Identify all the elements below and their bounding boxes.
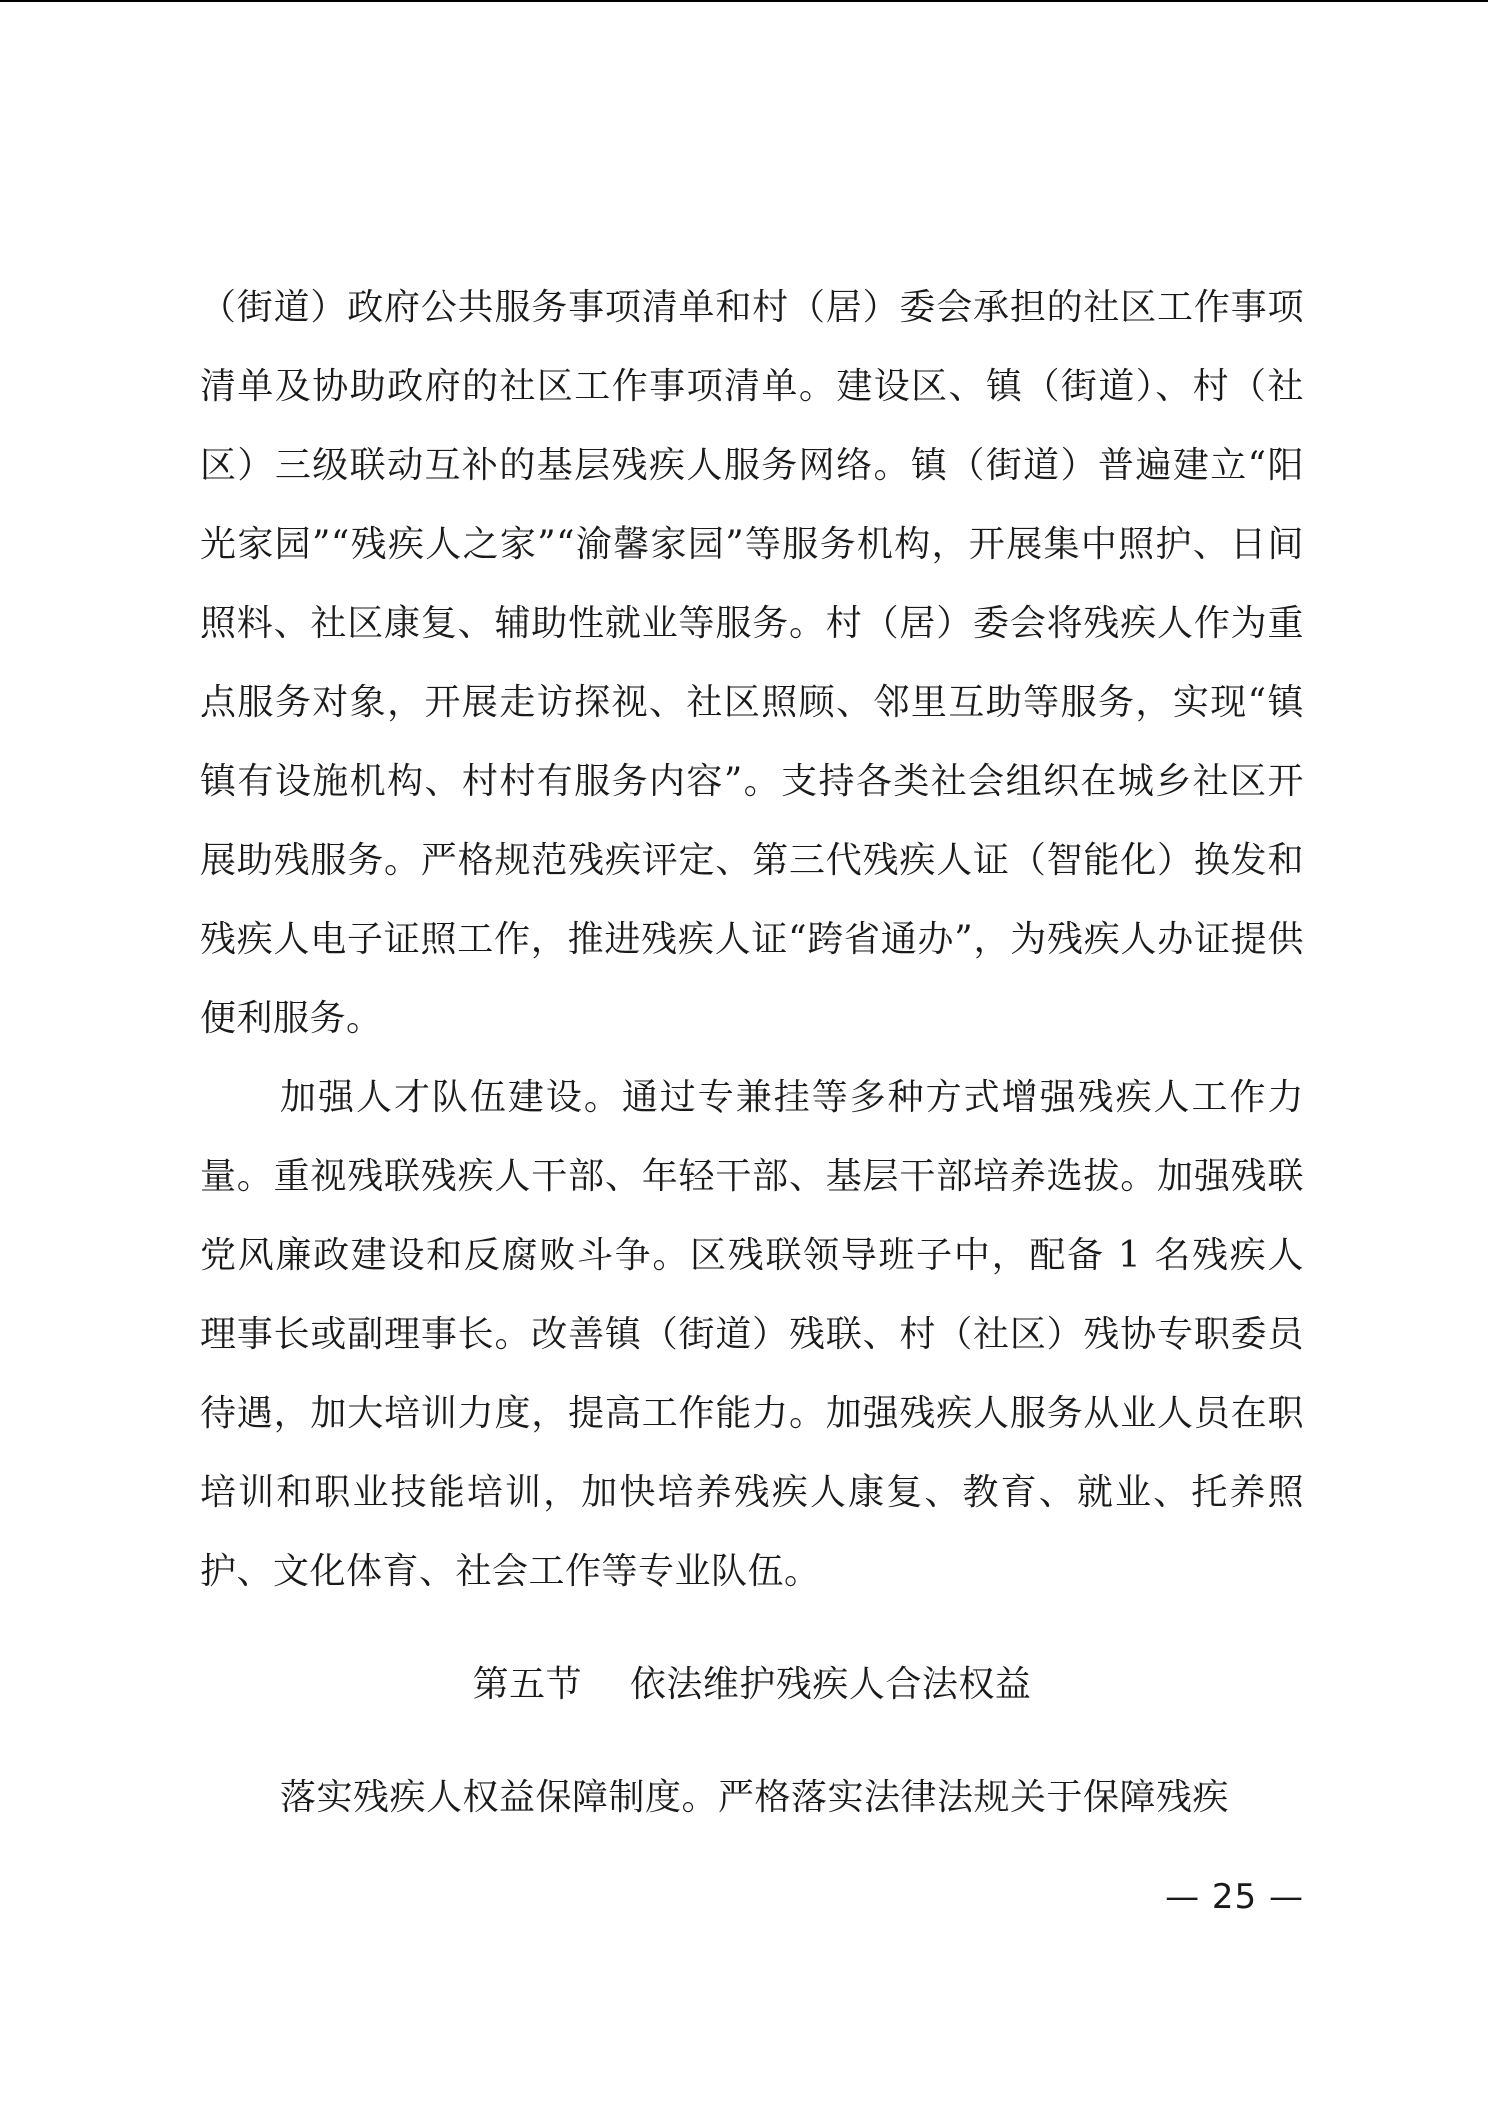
paragraph-talent-team-building: 加强人才队伍建设。通过专兼挂等多种方式增强残疾人工作力量。重视残联残疾人干部、年轻干部、基层干部培养选拔。加强残联党风廉政建设和反腐败斗争。区残联领导班子中，配备 1 名残疾人理事长或副理事长。改善镇（街道）残联、村（社区）残协专职委员待遇，加大培训力度，提高工作能力。加强残疾人服务从业人员在职培训和职业技能培训，加快培养残疾人康复、教育、就业、托养照护、文化体育、社会工作等专业队伍。 xyxy=(200,1077,1304,1592)
top-border-line xyxy=(0,0,1488,2)
page-number: — 25 — xyxy=(1165,1877,1304,1917)
document-body xyxy=(200,268,1304,1837)
section-heading: 第五节 依法维护残疾人合法权益 xyxy=(472,1664,1032,1705)
paragraph-community-service-network: （街道）政府公共服务事项清单和村（居）委会承担的社区工作事项清单及协助政府的社区工作事项清单。建设区、镇（街道）、村（社区）三级联动互补的基层残疾人服务网络。镇（街道）普遍建立“阳光家园”“残疾人之家”“渝馨家园”等服务机构，开展集中照护、日间照料、社区康复、辅助性就业等服务。村（居）委会将残疾人作为重点服务对象，开展走访探视、社区照顾、邻里互助等服务，实现“镇镇有设施机构、村村有服务内容”。支持各类社会组织在城乡社区开展助残服务。严格规范残疾评定、第三代残疾人证（智能化）换发和残疾人电子证照工作，推进残疾人证“跨省通办”，为残疾人办证提供便利服务。 xyxy=(200,287,1304,1039)
paragraph-rights-protection: 落实残疾人权益保障制度。严格落实法律法规关于保障残疾 xyxy=(280,1777,1230,1818)
